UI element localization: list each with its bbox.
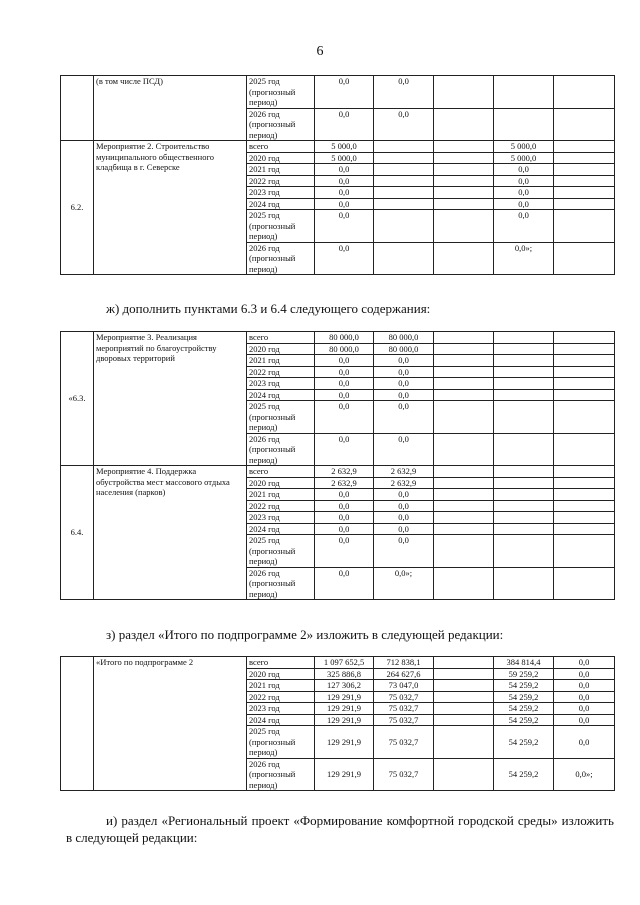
value-cell (374, 242, 434, 275)
measure-label: Мероприятие 2. Строительство муниципального общественного кладбища в г. Северске (94, 141, 247, 275)
value-cell (554, 152, 615, 164)
year-cell: 2024 год (247, 198, 315, 210)
value-cell: 0,0 (554, 703, 615, 715)
value-cell (494, 401, 554, 434)
value-cell (554, 523, 615, 535)
value-cell: 0,0 (315, 378, 374, 390)
value-cell: 75 032,7 (374, 703, 434, 715)
value-cell (434, 141, 494, 153)
value-cell (554, 477, 615, 489)
value-cell (554, 466, 615, 478)
value-cell (554, 187, 615, 199)
value-cell: 54 259,2 (494, 680, 554, 692)
year-cell: 2024 год (247, 714, 315, 726)
value-cell (494, 433, 554, 466)
value-cell (434, 758, 494, 791)
value-cell (554, 378, 615, 390)
value-cell: 0,0 (315, 366, 374, 378)
table-measures-6-3-6-4 (60, 331, 615, 600)
value-cell (434, 523, 494, 535)
measure-label: Мероприятие 4. Поддержка обустройства мест массового отдыха населения (парков) (94, 466, 247, 600)
value-cell: 0,0 (554, 691, 615, 703)
year-cell: 2023 год (247, 187, 315, 199)
value-cell: 0,0 (374, 433, 434, 466)
value-cell: 0,0 (374, 366, 434, 378)
value-cell (434, 500, 494, 512)
value-cell (434, 242, 494, 275)
table-row (61, 657, 615, 669)
value-cell (374, 175, 434, 187)
value-cell (434, 535, 494, 568)
row-number: «6.3. (61, 332, 94, 466)
value-cell: 5 000,0 (494, 141, 554, 153)
value-cell: 0,0 (374, 523, 434, 535)
value-cell (554, 433, 615, 466)
value-cell (434, 343, 494, 355)
value-cell: 0,0 (374, 489, 434, 501)
value-cell: 0,0 (374, 389, 434, 401)
value-cell: 129 291,9 (315, 726, 374, 759)
year-cell: 2026 год (прогнозный период) (247, 242, 315, 275)
value-cell (494, 466, 554, 478)
value-cell (434, 210, 494, 243)
value-cell (434, 76, 494, 109)
value-cell (434, 108, 494, 141)
value-cell: 73 047,0 (374, 680, 434, 692)
value-cell (434, 726, 494, 759)
value-cell: 0,0 (315, 187, 374, 199)
value-cell (434, 164, 494, 176)
value-cell (554, 198, 615, 210)
itogo-label: «Итого по подпрограмме 2 (94, 657, 247, 791)
year-cell: 2020 год (247, 477, 315, 489)
value-cell (494, 477, 554, 489)
paragraph-z: з) раздел «Итого по подпрограмме 2» изложить в следующей редакции: (106, 627, 504, 642)
year-cell: всего (247, 657, 315, 669)
value-cell: 0,0 (315, 433, 374, 466)
value-cell: 54 259,2 (494, 691, 554, 703)
value-cell: 0,0 (374, 378, 434, 390)
value-cell: 127 306,2 (315, 680, 374, 692)
value-cell (554, 389, 615, 401)
value-cell (434, 187, 494, 199)
value-cell: 80 000,0 (315, 332, 374, 344)
value-cell (434, 401, 494, 434)
value-cell: 129 291,9 (315, 758, 374, 791)
value-cell: 2 632,9 (374, 477, 434, 489)
paragraph-zh: ж) дополнить пунктами 6.3 и 6.4 следующего содержания: (106, 301, 431, 316)
value-cell (494, 378, 554, 390)
year-cell: 2020 год (247, 343, 315, 355)
year-cell: 2025 год (прогнозный период) (247, 401, 315, 434)
year-cell: 2025 год (прогнозный период) (247, 76, 315, 109)
value-cell: 0,0 (315, 242, 374, 275)
year-cell: 2024 год (247, 523, 315, 535)
value-cell: 5 000,0 (494, 152, 554, 164)
value-cell (554, 141, 615, 153)
value-cell (434, 567, 494, 600)
value-cell: 54 259,2 (494, 703, 554, 715)
value-cell (554, 164, 615, 176)
value-cell: 129 291,9 (315, 691, 374, 703)
value-cell (434, 512, 494, 524)
value-cell: 0,0 (315, 401, 374, 434)
year-cell: 2025 год (прогнозный период) (247, 210, 315, 243)
year-cell: 2021 год (247, 355, 315, 367)
value-cell: 54 259,2 (494, 726, 554, 759)
value-cell (374, 198, 434, 210)
value-cell: 75 032,7 (374, 758, 434, 791)
value-cell (434, 668, 494, 680)
year-cell: 2026 год (прогнозный период) (247, 108, 315, 141)
value-cell: 54 259,2 (494, 758, 554, 791)
value-cell: 0,0 (315, 210, 374, 243)
value-cell (434, 332, 494, 344)
value-cell: 0,0 (315, 500, 374, 512)
value-cell (554, 355, 615, 367)
value-cell (434, 703, 494, 715)
value-cell: 0,0 (494, 164, 554, 176)
year-cell: 2024 год (247, 389, 315, 401)
value-cell: 0,0 (315, 198, 374, 210)
value-cell (494, 355, 554, 367)
value-cell: 0,0 (554, 668, 615, 680)
year-cell: всего (247, 332, 315, 344)
value-cell (434, 378, 494, 390)
value-cell (494, 389, 554, 401)
value-cell (434, 433, 494, 466)
value-cell (374, 152, 434, 164)
value-cell: 0,0 (374, 535, 434, 568)
value-cell (554, 332, 615, 344)
value-cell: 0,0 (315, 489, 374, 501)
value-cell (554, 567, 615, 600)
value-cell: 0,0 (374, 355, 434, 367)
value-cell (434, 691, 494, 703)
value-cell: 0,0 (315, 175, 374, 187)
year-cell: 2020 год (247, 152, 315, 164)
year-cell: 2020 год (247, 668, 315, 680)
value-cell (494, 108, 554, 141)
year-cell: 2025 год (прогнозный период) (247, 535, 315, 568)
value-cell: 0,0 (494, 175, 554, 187)
year-cell: 2021 год (247, 680, 315, 692)
value-cell: 384 814,4 (494, 657, 554, 669)
value-cell: 0,0 (315, 108, 374, 141)
value-cell: 264 627,6 (374, 668, 434, 680)
year-cell: 2022 год (247, 691, 315, 703)
value-cell: 0,0 (315, 76, 374, 109)
value-cell: 325 886,8 (315, 668, 374, 680)
value-cell: 0,0 (374, 108, 434, 141)
value-cell: 54 259,2 (494, 714, 554, 726)
year-cell: 2021 год (247, 164, 315, 176)
value-cell: 0,0 (374, 500, 434, 512)
value-cell: 5 000,0 (315, 141, 374, 153)
table-row (61, 76, 615, 109)
value-cell (554, 489, 615, 501)
value-cell: 75 032,7 (374, 726, 434, 759)
value-cell: 1 097 652,5 (315, 657, 374, 669)
value-cell: 129 291,9 (315, 703, 374, 715)
table-row (61, 332, 615, 344)
value-cell: 712 838,1 (374, 657, 434, 669)
table-row (61, 466, 615, 478)
value-cell: 0,0 (315, 164, 374, 176)
value-cell: 0,0 (554, 714, 615, 726)
value-cell: 75 032,7 (374, 691, 434, 703)
value-cell (554, 500, 615, 512)
value-cell: 0,0 (315, 389, 374, 401)
table-itogo-subprogram-2 (60, 656, 615, 791)
year-cell: 2026 год (прогнозный период) (247, 758, 315, 791)
value-cell: 59 259,2 (494, 668, 554, 680)
value-cell (554, 401, 615, 434)
value-cell (434, 355, 494, 367)
value-cell (434, 477, 494, 489)
value-cell: 0,0 (374, 76, 434, 109)
value-cell (374, 210, 434, 243)
value-cell: 2 632,9 (374, 466, 434, 478)
row-number: 6.2. (61, 141, 94, 275)
value-cell (494, 512, 554, 524)
value-cell (434, 680, 494, 692)
value-cell (494, 535, 554, 568)
value-cell (554, 535, 615, 568)
table-continuation (60, 75, 615, 275)
value-cell: 5 000,0 (315, 152, 374, 164)
measure-label: (в том числе ПСД) (94, 76, 247, 141)
year-cell: 2026 год (прогнозный период) (247, 567, 315, 600)
year-cell: 2025 год (прогнозный период) (247, 726, 315, 759)
row-number (61, 76, 94, 141)
value-cell: 0,0»; (554, 758, 615, 791)
row-number (61, 657, 94, 791)
year-cell: 2022 год (247, 366, 315, 378)
value-cell (494, 332, 554, 344)
value-cell (494, 366, 554, 378)
value-cell: 2 632,9 (315, 466, 374, 478)
value-cell (554, 343, 615, 355)
value-cell (374, 187, 434, 199)
value-cell (494, 500, 554, 512)
value-cell (494, 489, 554, 501)
value-cell: 0,0 (315, 355, 374, 367)
value-cell (494, 343, 554, 355)
value-cell (434, 714, 494, 726)
value-cell: 80 000,0 (374, 343, 434, 355)
year-cell: всего (247, 141, 315, 153)
row-number: 6.4. (61, 466, 94, 600)
year-cell: 2023 год (247, 703, 315, 715)
value-cell (434, 657, 494, 669)
value-cell: 0,0 (374, 401, 434, 434)
value-cell: 0,0 (315, 535, 374, 568)
value-cell (434, 198, 494, 210)
value-cell (494, 567, 554, 600)
year-cell: 2026 год (прогнозный период) (247, 433, 315, 466)
value-cell (434, 389, 494, 401)
value-cell: 0,0 (554, 726, 615, 759)
value-cell (554, 366, 615, 378)
value-cell: 80 000,0 (374, 332, 434, 344)
value-cell (434, 466, 494, 478)
value-cell: 0,0 (315, 523, 374, 535)
value-cell: 2 632,9 (315, 477, 374, 489)
value-cell: 0,0 (315, 512, 374, 524)
value-cell: 0,0 (554, 680, 615, 692)
value-cell: 75 032,7 (374, 714, 434, 726)
value-cell: 0,0 (494, 210, 554, 243)
year-cell: всего (247, 466, 315, 478)
year-cell: 2023 год (247, 378, 315, 390)
value-cell (494, 76, 554, 109)
year-cell: 2021 год (247, 489, 315, 501)
page-number: 6 (316, 44, 324, 59)
value-cell: 129 291,9 (315, 714, 374, 726)
value-cell (434, 152, 494, 164)
value-cell: 0,0 (554, 657, 615, 669)
value-cell (374, 141, 434, 153)
value-cell (554, 210, 615, 243)
value-cell (554, 108, 615, 141)
value-cell: 0,0 (494, 187, 554, 199)
year-cell: 2022 год (247, 175, 315, 187)
value-cell (554, 512, 615, 524)
value-cell (434, 366, 494, 378)
value-cell (434, 175, 494, 187)
value-cell (494, 523, 554, 535)
value-cell (554, 242, 615, 275)
measure-label: Мероприятие 3. Реализация мероприятий по благоустройству дворовых территорий (94, 332, 247, 466)
table-row (61, 141, 615, 153)
year-cell: 2023 год (247, 512, 315, 524)
value-cell: 0,0 (315, 567, 374, 600)
value-cell: 80 000,0 (315, 343, 374, 355)
value-cell: 0,0 (374, 512, 434, 524)
value-cell: 0,0»; (494, 242, 554, 275)
value-cell: 0,0 (494, 198, 554, 210)
paragraph-i: и) раздел «Региональный проект «Формирование комфортной городской среды» изложить в следующей редакции: (66, 813, 614, 845)
value-cell (554, 76, 615, 109)
year-cell: 2022 год (247, 500, 315, 512)
value-cell (434, 489, 494, 501)
value-cell: 0,0»; (374, 567, 434, 600)
value-cell (374, 164, 434, 176)
value-cell (554, 175, 615, 187)
